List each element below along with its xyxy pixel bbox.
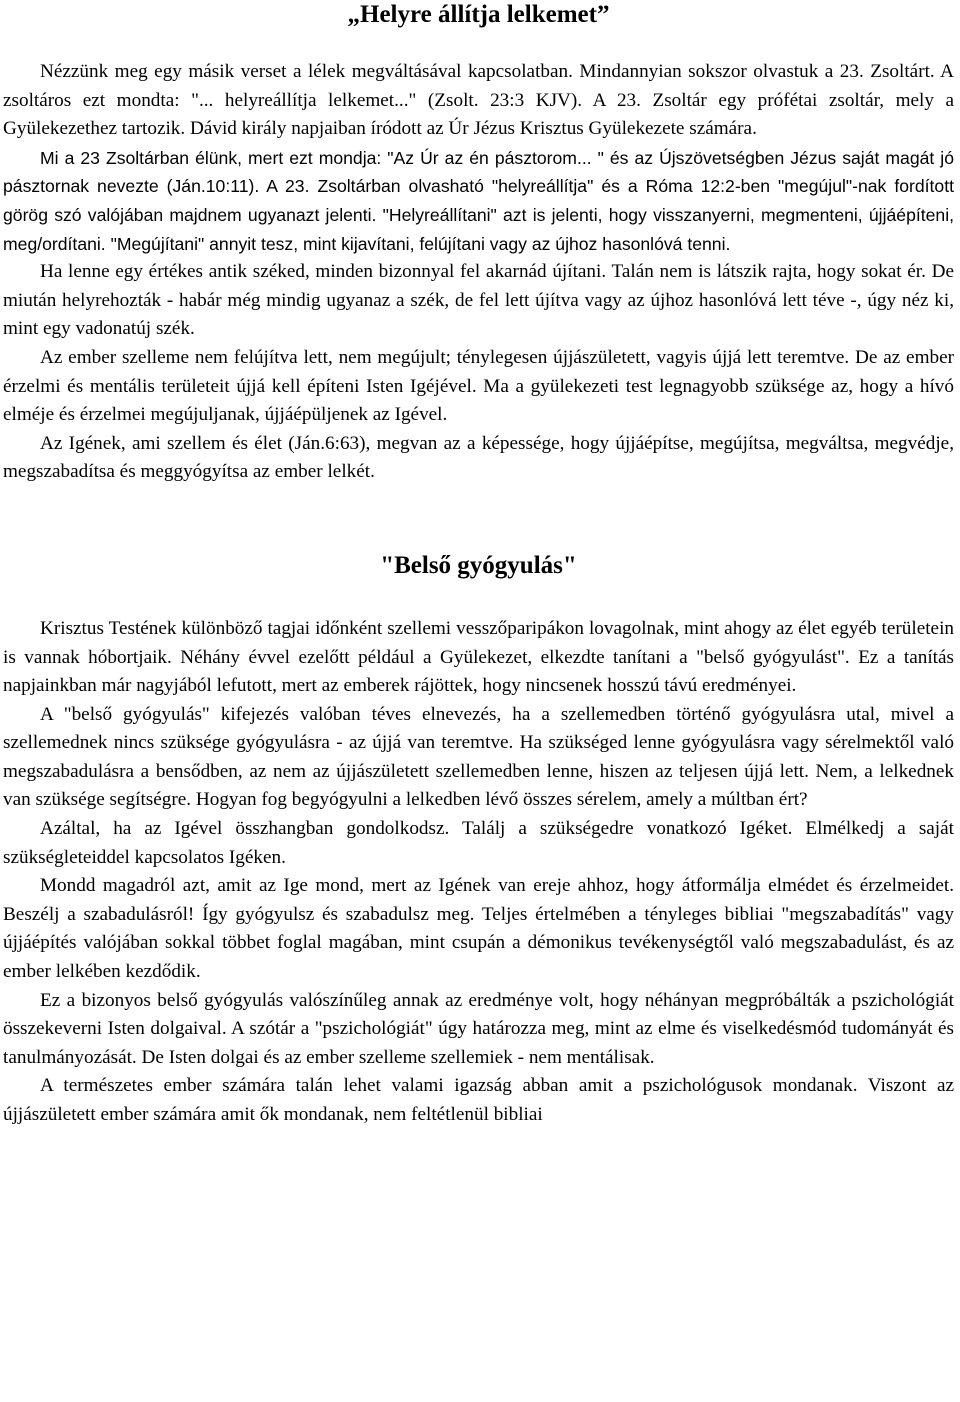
paragraph: A természetes ember számára talán lehet valami igazság abban amit a pszichológusok mondanak. Viszont az újjászületett ember számára amit ők mondanak, nem feltétlenül bibliai: [3, 1075, 954, 1125]
paragraph: Az ember szelleme nem felújítva lett, nem megújult; ténylegesen újjászületett, vagyis újjá lett teremtve. De az ember érzelmi és mentális területeit újjá kell építeni Isten Igéjével. Ma a gyülekezeti test legnagyobb szüksége az, hogy a hívó elméje és érzelmei megújuljanak, újjáépüljenek az Igével.: [3, 346, 954, 426]
section-title-inner-healing: "Belső gyógyulás": [380, 551, 577, 579]
paragraph: Mondd magadról azt, amit az Ige mond, mert az Igének van ereje ahhoz, hogy átformálja elmédet és érzelmeidet. Beszélj a szabadulásról! Így gyógyulsz és szabadulsz meg. Teljes értelmében a tényleges bibliai "megszabadítás" vagy újjáépítés valójában sokkal többet foglal magában, mint csupán a démonikus tevékenységtől való megszabadulást, és az ember lelkében kezdődik.: [3, 875, 954, 983]
section-title-restores-soul: „Helyre állítja lelkemet”: [347, 1, 610, 28]
section-body-restores-soul: [3, 58, 954, 487]
section-body-inner-healing: [3, 615, 954, 1130]
paragraph: Az Igének, ami szellem és élet (Ján.6:63), megvan az a képessége, hogy újjáépítse, megújítsa, megváltsa, megvédje, megszabadítsa és meggyógyítsa az ember lelkét.: [3, 432, 954, 483]
paragraph: Azáltal, ha az Igével összhangban gondolkodsz. Találj a szükségedre vonatkozó Igéket. Elmélkedj a saját szükségleteiddel kapcsolatos Igéken.: [3, 818, 954, 868]
paragraph: A "belső gyógyulás" kifejezés valóban téves elnevezés, ha a szellemedben történő gyógyulásra utal, mivel a szellemednek nincs szüksége gyógyulásra - az újjá van teremtve. Ha szükséged lenne gyógyulásra vagy sérelmektől való megszabadulásra a bensődben, az nem az újjászületett szellemedben lenne, hiszen az teljesen újjá lett. Nem, a lelkednek van szüksége segítségre. Hogyan fog begyógyulni a lelkedben lévő összes sérelem, amely a múltban ért?: [3, 703, 954, 811]
paragraph: Mi a 23 Zsoltárban élünk, mert ezt mondja: "Az Úr az én pásztorom... " és az Újszövetségben Jézus saját magát jó pásztornak nevezte (Ján.10:11). A 23. Zsoltárban olvasható "helyreállítja" és a Róma 12:2-ben "megújul"-nak fordított görög szó valójában majdnem ugyanazt jelenti. "Helyreállítani" azt is jelenti, hogy visszanyerni, megmenteni, újjáépíteni, meg/ordítani. "Megújítani" annyit tesz, mint kijavítani, felújítani vagy az újhoz hasonlóvá tenni.: [3, 147, 954, 254]
paragraph: Ha lenne egy értékes antik széked, minden bizonnyal fel akarnád újítani. Talán nem is látszik rajta, hogy sokat ér. De miután helyrehozták - habár még mindig ugyanaz a szék, de fel lett újítva vagy az újhoz hasonlóvá lett téve -, úgy néz ki, mint egy vadonatúj szék.: [3, 261, 954, 340]
paragraph: Ez a bizonyos belső gyógyulás valószínűleg annak az eredménye volt, hogy néhányan megpróbálták a pszichológiát összekeverni Isten dolgaival. A szótár a "pszichológiát" úgy határozza meg, mint az elme és viselkedésmód tudományát és tanulmányozását. De Isten dolgai és az ember szelleme szellemiek - nem mentálisak.: [3, 989, 954, 1068]
paragraph: Nézzünk meg egy másik verset a lélek megváltásával kapcsolatban. Mindannyian sokszor olvastuk a 23. Zsoltárt. A zsoltáros ezt mondta: "... helyreállítja lelkemet..." (Zsolt. 23:3 KJV). A 23. Zsoltár egy prófétai zsoltár, mely a Gyülekezethez tartozik. Dávid király napjaiban íródott az Úr Jézus Krisztus Gyülekezete számára.: [3, 61, 954, 140]
paragraph: Krisztus Testének különböző tagjai időnként szellemi vesszőparipákon lovagolnak, mint ahogy az élet egyéb területein is vannak hóbortjaik. Néhány évvel ezelőtt például a Gyülekezet, elkezdte tanítani a "belső gyógyulást". Ez a tanítás napjainkban már nagyjából lefutott, mert az emberek rájöttek, hogy nincsenek hosszú távú eredményei.: [3, 617, 954, 697]
